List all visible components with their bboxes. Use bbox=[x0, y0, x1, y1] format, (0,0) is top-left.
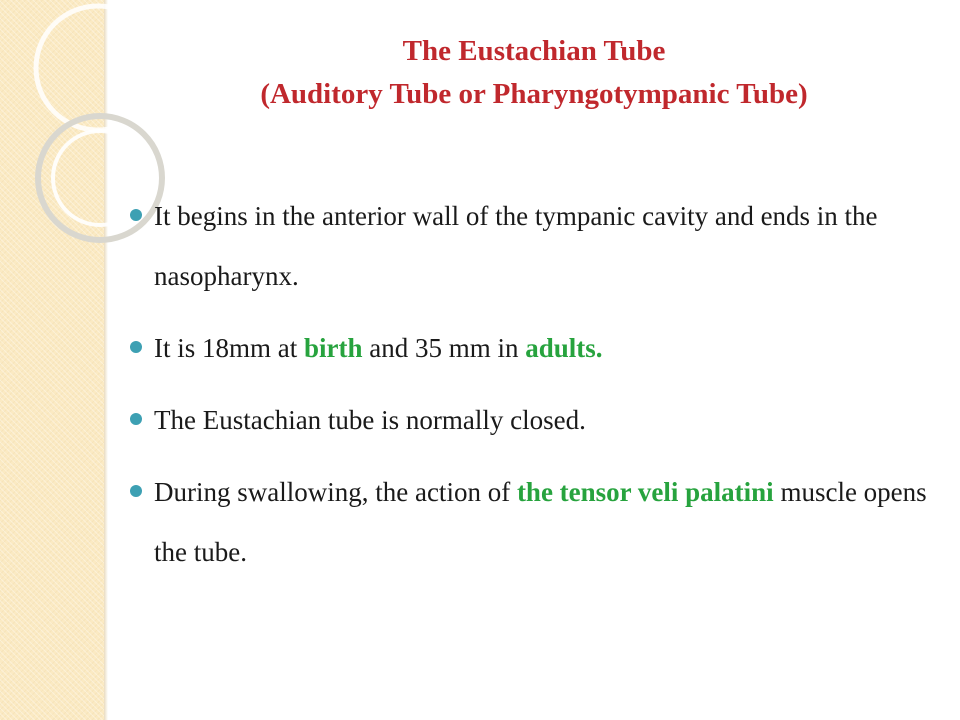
bullet-text: The Eustachian tube is normally closed. bbox=[154, 405, 586, 435]
highlight-tensor-veli-palatini: the tensor veli palatini bbox=[516, 477, 774, 507]
bullet-dot-icon bbox=[130, 485, 142, 497]
title-line-2: (Auditory Tube or Pharyngotympanic Tube) bbox=[260, 78, 808, 110]
slide-title bbox=[108, 30, 960, 116]
bullet-item-swallowing bbox=[130, 462, 930, 582]
bullet-item-closed bbox=[130, 390, 930, 450]
bullet-dot-icon bbox=[130, 413, 142, 425]
bullet-list bbox=[130, 186, 930, 582]
bullet-item-length bbox=[130, 318, 930, 378]
bullet-text: and 35 mm in bbox=[362, 333, 526, 363]
highlight-birth: birth bbox=[304, 333, 363, 363]
bullet-text: It is 18mm at bbox=[154, 333, 304, 363]
highlight-adults: adults. bbox=[525, 333, 603, 363]
title-line-1: The Eustachian Tube bbox=[402, 35, 666, 67]
bullet-text: It begins in the anterior wall of the tympanic cavity and ends in the nasopharynx. bbox=[154, 201, 878, 291]
bullet-text: muscle opens the tube. bbox=[154, 477, 927, 567]
bullet-dot-icon bbox=[130, 341, 142, 353]
bullet-item-origin bbox=[130, 186, 930, 306]
bullet-text: During swallowing, the action of bbox=[154, 477, 517, 507]
bullet-dot-icon bbox=[130, 209, 142, 221]
